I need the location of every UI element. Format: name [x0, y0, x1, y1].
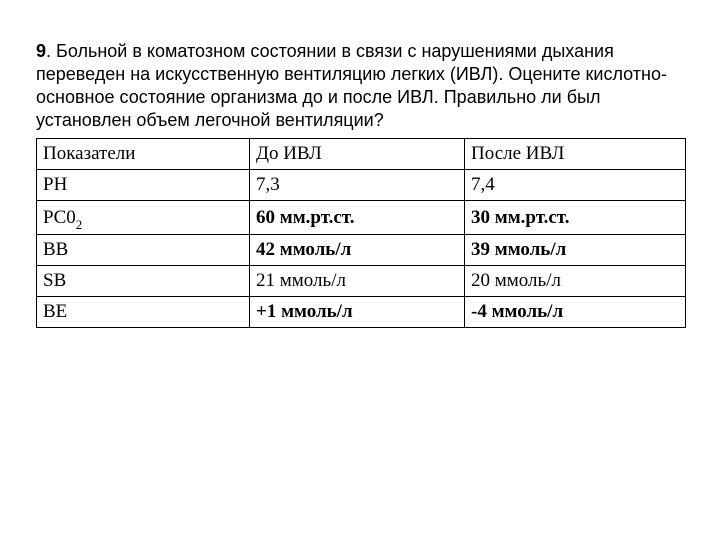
row-after: 30 мм.рт.ст.	[465, 201, 686, 235]
row-before: 21 ммоль/л	[250, 266, 465, 297]
table-row-be	[37, 297, 686, 328]
row-label: PH	[37, 170, 250, 201]
row-before: 7,3	[250, 170, 465, 201]
row-label-subscript: 2	[75, 216, 83, 232]
row-label: SB	[37, 266, 250, 297]
acid-base-table	[36, 138, 686, 328]
row-before: +1 ммоль/л	[250, 297, 465, 328]
table-row-sb	[37, 266, 686, 297]
row-before: 42 ммоль/л	[250, 235, 465, 266]
task-number: 9	[36, 41, 47, 61]
table-row-pco2	[37, 201, 686, 235]
row-after: -4 ммоль/л	[465, 297, 686, 328]
table-row-bb	[37, 235, 686, 266]
table-row-ph	[37, 170, 686, 201]
row-after: 7,4	[465, 170, 686, 201]
row-after: 39 ммоль/л	[465, 235, 686, 266]
header-before: До ИВЛ	[250, 139, 465, 170]
row-label-cell	[37, 201, 250, 235]
row-label: PC0	[43, 206, 76, 228]
header-after: После ИВЛ	[465, 139, 686, 170]
task-body: . Больной в коматозном состоянии в связи с нарушениями дыхания переведен на искусственную вентиляцию легких (ИВЛ). Оцените кислотно-основное состояние организма до и после ИВЛ. Правильно ли был установлен объем легочной вентиляции?	[36, 41, 667, 130]
table-header-row	[37, 139, 686, 170]
row-before: 60 мм.рт.ст.	[250, 201, 465, 235]
task-text	[36, 40, 686, 132]
row-label: BE	[37, 297, 250, 328]
row-after: 20 ммоль/л	[465, 266, 686, 297]
row-label: BB	[37, 235, 250, 266]
header-indicators: Показатели	[37, 139, 250, 170]
